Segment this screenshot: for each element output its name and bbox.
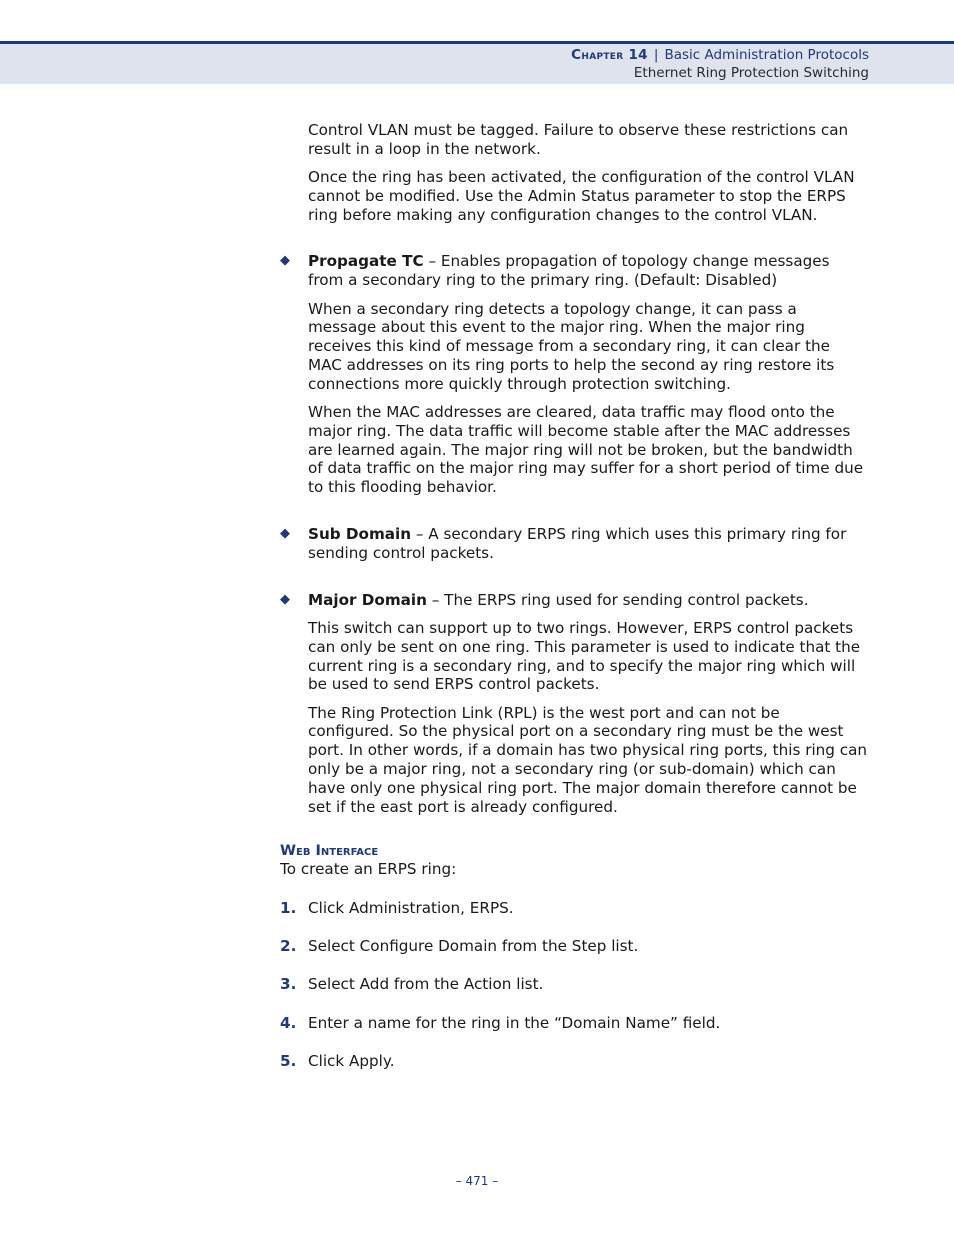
term-description: – A secondary ERPS ring which uses this primary ring for sending control packets.: [308, 525, 847, 562]
step-item: [280, 975, 868, 994]
step-text: Click Administration, ERPS.: [308, 898, 514, 917]
procedure-steps: [280, 898, 868, 1071]
term: Sub Domain: [308, 525, 412, 544]
step-text: Select Configure Domain from the Step list.: [308, 937, 639, 955]
diamond-icon: ◆: [280, 253, 290, 269]
diamond-icon: ◆: [280, 591, 290, 607]
procedure-intro: To create an ERPS ring:: [280, 860, 457, 879]
header-separator: |: [653, 47, 659, 63]
paragraph: Control VLAN must be tagged. Failure to observe these restrictions can result in a loop in the network.: [308, 121, 849, 158]
bullet-lead: [308, 525, 868, 563]
bullet-propagate-tc: [280, 252, 868, 497]
page-content: [280, 121, 868, 1071]
paragraph: This switch can support up to two rings. However, ERPS control packets can only be sent on one ring. This parameter is used to indicate that the current ring is a secondary ring, and to specify the major ring which will be used to send ERPS control packets.: [308, 618, 861, 694]
paragraph: The Ring Protection Link (RPL) is the west port and can not be configured. So the physical port on a secondary ring must be the west port. In other words, if a domain has two physical ring ports, this ring can only be a major ring, not a secondary ring (or sub-domain) which can have only one physical ring port. The major domain therefore cannot be set if the east port is already configured.: [308, 703, 868, 816]
step-text: Select Add from the Action list.: [308, 975, 544, 994]
paragraph: Once the ring has been activated, the configuration of the control VLAN cannot be modified. Use the Admin Status parameter to stop the ERPS ring before making any configuration changes to the control VLAN.: [308, 168, 855, 224]
bullet-lead: [308, 252, 868, 290]
term: Propagate TC: [308, 252, 424, 271]
step-item: [280, 898, 868, 918]
diamond-icon: ◆: [280, 526, 290, 542]
step-item: [280, 1051, 868, 1071]
step-number: 3.: [280, 975, 297, 994]
running-header: [0, 41, 954, 84]
step-number: 1.: [280, 898, 297, 917]
term-description: – The ERPS ring used for sending control packets.: [426, 590, 809, 609]
step-number: 2.: [280, 937, 297, 955]
step-text: Enter a name for the ring in the “Domain Name” field.: [308, 1013, 721, 1032]
section-title: Ethernet Ring Protection Switching: [633, 65, 869, 81]
bullet-major-domain: [280, 590, 868, 817]
bullet-sub-domain: [280, 525, 868, 563]
chapter-title: Basic Administration Protocols: [664, 47, 869, 63]
page-number: – 471 –: [455, 1174, 499, 1188]
term: Major Domain: [308, 590, 427, 609]
step-number: 4.: [280, 1013, 297, 1032]
term-description: – Enables propagation of topology change messages from a secondary ring to the primary ring. (Default: Disabled): [308, 252, 830, 290]
step-number: 5.: [280, 1051, 297, 1070]
step-text: Click Apply.: [308, 1051, 395, 1070]
paragraph: When a secondary ring detects a topology change, it can pass a message about this event to the major ring. When the major ring receives this kind of message from a secondary ring, it can clear the MAC addresses on its ring ports to help the second ay ring restore its connections more quickly through protection switching.: [308, 299, 835, 393]
step-item: [280, 1013, 868, 1033]
bullet-lead: [308, 591, 868, 610]
step-item: [280, 937, 868, 956]
chapter-line: [571, 47, 869, 63]
web-interface-heading: Web Interface: [280, 843, 379, 860]
chapter-number: Chapter 14: [571, 47, 648, 63]
paragraph: When the MAC addresses are cleared, data traffic may flood onto the major ring. The data traffic will become stable after the MAC addresses are learned again. The major ring will not be broken, but the bandwidth of data traffic on the major ring may suffer for a short period of time due to this flooding behavior.: [308, 403, 864, 497]
